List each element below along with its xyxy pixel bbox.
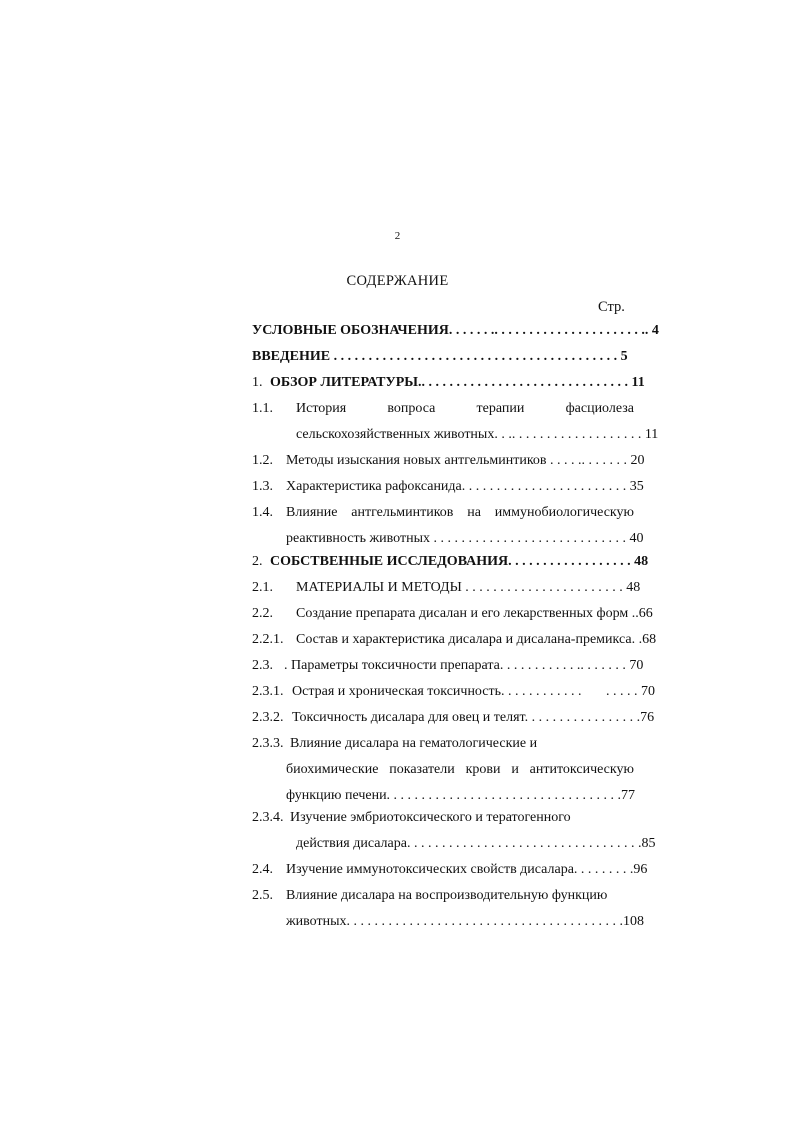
toc-entry-2-3-3 (252, 734, 634, 754)
toc-entry-text: Влияние дисалара на воспроизводительную функцию (286, 888, 608, 903)
toc-entry-2-2 (252, 604, 653, 624)
toc-entry-text: Острая и хроническая токсичность. . . . . . . . . . . . . . . . . 70 (292, 684, 655, 699)
toc-entry-number: 2. (252, 554, 263, 569)
word: и (511, 762, 519, 777)
toc-entry-number: 1.2. (252, 453, 273, 468)
toc-entry-2-3-3-cont (252, 760, 634, 780)
toc-entry-2-3-4 (252, 808, 634, 828)
toc-entry-number: 2.3.2. (252, 710, 284, 725)
toc-entry-text (286, 760, 634, 780)
toc-entry-text: Методы изыскания новых антгельминтиков . . . . .. . . . . . . 20 (286, 453, 645, 468)
word: биохимические (286, 762, 379, 777)
toc-entry-number: 2.4. (252, 862, 273, 877)
toc-entry-text: функцию печени. . . . . . . . . . . . . . . . . . . . . . . . . . . . . . . . . .77 (286, 788, 636, 803)
word: показатели (389, 762, 455, 777)
toc-entry-text: действия дисалара. . . . . . . . . . . . . . . . . . . . . . . . . . . . . . . . . .85 (296, 836, 656, 851)
toc-entry-text (296, 399, 634, 419)
toc-entry-text: животных. . . . . . . . . . . . . . . . . . . . . . . . . . . . . . . . . . . . . . . .108 (286, 914, 645, 929)
toc-entry-number: 2.2.1. (252, 632, 284, 647)
toc-entry-abbreviations (252, 321, 659, 341)
toc-entry-text (286, 503, 634, 523)
toc-entry-number: 1.3. (252, 479, 273, 494)
toc-entry-number: 2.2. (252, 606, 273, 621)
toc-entry-number: 1.4. (252, 505, 273, 520)
toc-entry-number: 2.3.1. (252, 684, 284, 699)
toc-entry-text: сельскохозяйственных животных. . .. . . . . . . . . . . . . . . . . . . 11 (296, 427, 659, 442)
toc-entry-2-2-1 (252, 630, 657, 650)
toc-entry-2-3-1 (252, 682, 655, 702)
toc-entry-number: 1. (252, 375, 263, 390)
toc-entry-text: Влияние дисалара на гематологические и (290, 736, 538, 751)
toc-entry-number: 2.1. (252, 580, 273, 595)
word: на (467, 505, 481, 520)
toc-entry-text: . Параметры токсичности препарата. . . . . . . . . . . .. . . . . . . 70 (284, 658, 644, 673)
toc-entry-1-2 (252, 451, 645, 471)
word: Влияние (286, 505, 338, 520)
toc-entry-introduction (252, 347, 634, 367)
toc-entry-2 (252, 552, 649, 572)
toc-entry-text: Характеристика рафоксанида. . . . . . . . . . . . . . . . . . . . . . . . 35 (286, 479, 644, 494)
toc-title: СОДЕРЖАНИЕ (346, 273, 449, 289)
toc-entry-text: Изучение иммунотоксических свойств дисалара. . . . . . . . .96 (286, 862, 648, 877)
toc-entry-text: Изучение эмбриотоксического и тератогенного (290, 810, 571, 825)
word: крови (465, 762, 501, 777)
toc-entry-text: ОБЗОР ЛИТЕРАТУРЫ.. . . . . . . . . . . . . . . . . . . . . . . . . . . . . . 11 (270, 375, 645, 390)
word: вопроса (387, 401, 436, 416)
toc-entry-2-3 (252, 656, 644, 676)
word: фасциолеза (565, 401, 634, 416)
toc-entry-text: МАТЕРИАЛЫ И МЕТОДЫ . . . . . . . . . . . . . . . . . . . . . . . 48 (296, 580, 641, 595)
word: антитоксическую (529, 762, 634, 777)
toc-entry-text: ВВЕДЕНИЕ . . . . . . . . . . . . . . . . . . . . . . . . . . . . . . . . . . . . . . . . . 5 (252, 349, 628, 364)
toc-entry-1-1 (252, 399, 634, 419)
toc-entry-number: 1.1. (252, 401, 273, 416)
toc-entry-1 (252, 373, 645, 393)
toc-entry-text: Токсичность дисалара для овец и телят. . . . . . . . . . . . . . . . .76 (292, 710, 655, 725)
toc-entry-text: Создание препарата дисалан и его лекарственных форм ..66 (296, 606, 653, 621)
word: терапии (476, 401, 525, 416)
toc-entry-1-3 (252, 477, 644, 497)
word: История (296, 401, 347, 416)
toc-entry-2-5-cont (252, 912, 645, 932)
toc-entry-1-4 (252, 503, 634, 523)
toc-entry-2-3-2 (252, 708, 655, 728)
toc-entry-number: 2.3. (252, 658, 273, 673)
toc-entry-number: 2.3.3. (252, 736, 284, 751)
toc-entry-2-5 (252, 886, 634, 906)
toc-entry-text: СОБСТВЕННЫЕ ИССЛЕДОВАНИЯ. . . . . . . . . . . . . . . . . . 48 (270, 554, 649, 569)
toc-entry-2-3-3-cont2 (252, 786, 634, 806)
toc-entry-1-4-cont (252, 529, 644, 549)
page-column-label: Стр. (598, 299, 625, 315)
toc-entry-2-1 (252, 578, 641, 598)
toc-entry-text: Состав и характеристика дисалара и дисалана-премикса. .68 (296, 632, 657, 647)
toc-entry-2-3-4-cont (252, 834, 656, 854)
toc-entry-text: УСЛОВНЫЕ ОБОЗНАЧЕНИЯ. . . . . . .. . . . . . . . . . . . . . . . . . . . . .. 4 (252, 323, 659, 338)
page-number: 2 (394, 230, 401, 242)
toc-entry-number: 2.5. (252, 888, 273, 903)
word: иммунобиологическую (494, 505, 634, 520)
toc-entry-text: реактивность животных . . . . . . . . . . . . . . . . . . . . . . . . . . . . 40 (286, 531, 644, 546)
word: антгельминтиков (351, 505, 454, 520)
toc-entry-2-4 (252, 860, 648, 880)
toc-entry-number: 2.3.4. (252, 810, 284, 825)
toc-entry-1-1-cont (252, 425, 659, 445)
